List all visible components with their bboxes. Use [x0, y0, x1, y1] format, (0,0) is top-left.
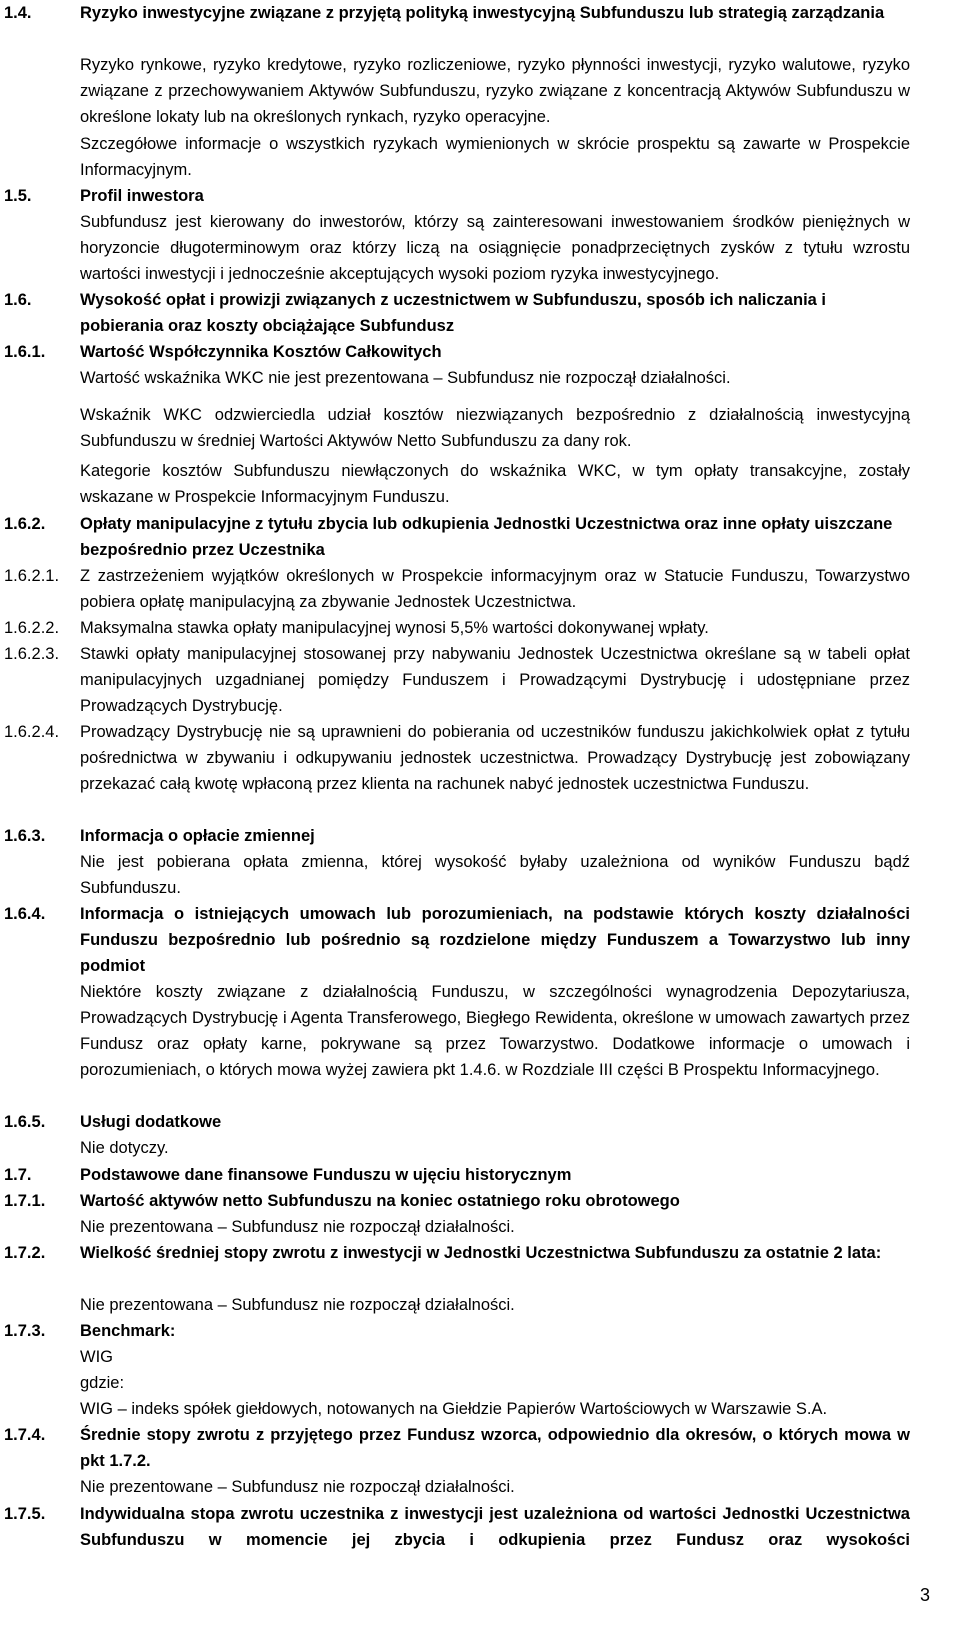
section-number: 1.6.2.1.: [4, 567, 60, 585]
section-heading: Informacja o istniejących umowach lub porozumieniach, na podstawie których koszty działalności Funduszu bezpośrednio lub pośrednio są rozdzielone między Funduszem a Towarzystwo lub inny podmiot: [80, 905, 910, 975]
section-number: 1.7.5.: [4, 1505, 46, 1523]
benchmark-value: WIG: [80, 1348, 113, 1366]
paragraph: Kategorie kosztów Subfunduszu niewłączonych do wskaźnika WKC, w tym opłaty transakcyjne, zostały wskazane w Prospekcie Informacyjnym Funduszu.: [80, 462, 910, 506]
section-heading: Profil inwestora: [80, 187, 204, 205]
section-number: 1.5.: [4, 187, 32, 205]
section-number: 1.6.2.3.: [4, 645, 60, 663]
section-number: 1.7.: [4, 1166, 32, 1184]
paragraph: Maksymalna stawka opłaty manipulacyjnej wynosi 5,5% wartości dokonywanej wpłaty.: [80, 619, 709, 637]
section-number: 1.7.4.: [4, 1426, 46, 1444]
section-heading: Opłaty manipulacyjne z tytułu zbycia lub odkupienia Jednostki Uczestnictwa oraz inne opłaty uiszczane bezpośrednio przez Uczestnika: [80, 515, 893, 559]
paragraph: Nie dotyczy.: [80, 1139, 169, 1157]
section-heading: Benchmark:: [80, 1322, 176, 1340]
section-number: 1.4.: [4, 4, 32, 22]
section-heading: Usługi dodatkowe: [80, 1113, 222, 1131]
paragraph: Nie prezentowane – Subfundusz nie rozpoczął działalności.: [80, 1478, 515, 1496]
paragraph: Stawki opłaty manipulacyjnej stosowanej przy nabywaniu Jednostek Uczestnictwa określane są w tabeli opłat manipulacyjnych uzgadnianej pomiędzy Funduszem i Prowadzącymi Dystrybucję i udostępniane przez Prowadzących Dystrybucję.: [80, 645, 910, 715]
section-number: 1.7.1.: [4, 1192, 46, 1210]
paragraph: Szczegółowe informacje o wszystkich ryzykach wymienionych w skrócie prospektu są zawarte w Prospekcie Informacyjnym.: [80, 135, 910, 179]
section-heading: Wysokość opłat i prowizji związanych z uczestnictwem w Subfunduszu, sposób ich naliczania i pobierania oraz koszty obciążające Subfundusz: [80, 291, 826, 335]
paragraph: Ryzyko rynkowe, ryzyko kredytowe, ryzyko rozliczeniowe, ryzyko płynności inwestycji, ryzyko walutowe, ryzyko związane z przechowywaniem Aktywów Subfunduszu, ryzyko związane z koncentracją Aktywów Subfunduszu w określone lokaty lub na określonych rynkach, ryzyko operacyjne.: [80, 56, 910, 126]
paragraph: WIG – indeks spółek giełdowych, notowanych na Giełdzie Papierów Wartościowych w Warszawie S.A.: [80, 1400, 828, 1418]
section-number: 1.6.3.: [4, 827, 46, 845]
section-heading: Wartość aktywów netto Subfunduszu na koniec ostatniego roku obrotowego: [80, 1192, 680, 1210]
paragraph: Nie prezentowana – Subfundusz nie rozpoczął działalności.: [80, 1296, 515, 1314]
section-heading: Informacja o opłacie zmiennej: [80, 827, 315, 845]
section-number: 1.6.: [4, 291, 32, 309]
section-number: 1.6.2.: [4, 515, 46, 533]
section-number: 1.6.2.2.: [4, 619, 60, 637]
page-number: 3: [920, 1585, 931, 1605]
paragraph: Nie jest pobierana opłata zmienna, której wysokość byłaby uzależniona od wyników Funduszu bądź Subfunduszu.: [80, 853, 910, 897]
section-heading: Podstawowe dane finansowe Funduszu w ujęciu historycznym: [80, 1166, 572, 1184]
section-heading: Średnie stopy zwrotu z przyjętego przez Fundusz wzorca, odpowiednio dla okresów, o których mowa w pkt 1.7.2.: [80, 1426, 910, 1470]
section-number: 1.7.2.: [4, 1244, 46, 1262]
section-heading: Wielkość średniej stopy zwrotu z inwestycji w Jednostki Uczestnictwa Subfunduszu za ostatnie 2 lata:: [80, 1244, 882, 1262]
paragraph: Wartość wskaźnika WKC nie jest prezentowana – Subfundusz nie rozpoczął działalności.: [80, 369, 731, 387]
paragraph: Prowadzący Dystrybucję nie są uprawnieni do pobierania od uczestników funduszu jakichkolwiek opłat z tytułu pośrednictwa w zbywaniu i odkupywaniu jednostek uczestnictwa. Prowadzący Dystrybucję jest zobowiązany przekazać całą kwotę wpłaconą przez klienta na rachunek nabyć jednostek uczestnictwa Funduszu.: [80, 723, 910, 793]
paragraph: Z zastrzeżeniem wyjątków określonych w Prospekcie informacyjnym oraz w Statucie Funduszu, Towarzystwo pobiera opłatę manipulacyjną za zbywanie Jednostek Uczestnictwa.: [80, 567, 910, 611]
section-number: 1.6.5.: [4, 1113, 46, 1131]
section-heading: Indywidualna stopa zwrotu uczestnika z inwestycji jest uzależniona od wartości Jednostki Uczestnictwa Subfunduszu w momencie jej zbycia i odkupienia przez Fundusz oraz wysokości: [80, 1505, 910, 1549]
section-number: 1.6.2.4.: [4, 723, 60, 741]
section-heading: Ryzyko inwestycyjne związane z przyjętą polityką inwestycyjną Subfunduszu lub strategią zarządzania: [80, 4, 885, 22]
paragraph: Subfundusz jest kierowany do inwestorów, którzy są zainteresowani inwestowaniem środków pieniężnych w horyzoncie długoterminowym oraz którzy liczą na osiągnięcie ponadprzeciętnych zysków z tytułu wzrostu wartości inwestycji i jednocześnie akceptujących wysoki poziom ryzyka inwestycyjnego.: [80, 213, 910, 283]
paragraph: Nie prezentowana – Subfundusz nie rozpoczął działalności.: [80, 1218, 515, 1236]
section-number: 1.6.1.: [4, 343, 46, 361]
section-number: 1.7.3.: [4, 1322, 46, 1340]
section-heading: Wartość Współczynnika Kosztów Całkowitych: [80, 343, 442, 361]
paragraph: Niektóre koszty związane z działalnością Funduszu, w szczególności wynagrodzenia Depozytariusza, Prowadzących Dystrybucję i Agenta Transferowego, Biegłego Rewidenta, określone w umowach zawartych przez Fundusz oraz opłaty karne, pokrywane są przez Towarzystwo. Dodatkowe informacje o umowach i porozumieniach, o których mowa wyżej zawiera pkt 1.4.6. w Rozdziale III części B Prospektu Informacyjnego.: [80, 983, 910, 1079]
section-number: 1.6.4.: [4, 905, 46, 923]
paragraph: Wskaźnik WKC odzwierciedla udział kosztów niezwiązanych bezpośrednio z działalnością inwestycyjną Subfunduszu w średniej Wartości Aktywów Netto Subfunduszu za dany rok.: [80, 406, 910, 450]
paragraph: gdzie:: [80, 1374, 125, 1392]
